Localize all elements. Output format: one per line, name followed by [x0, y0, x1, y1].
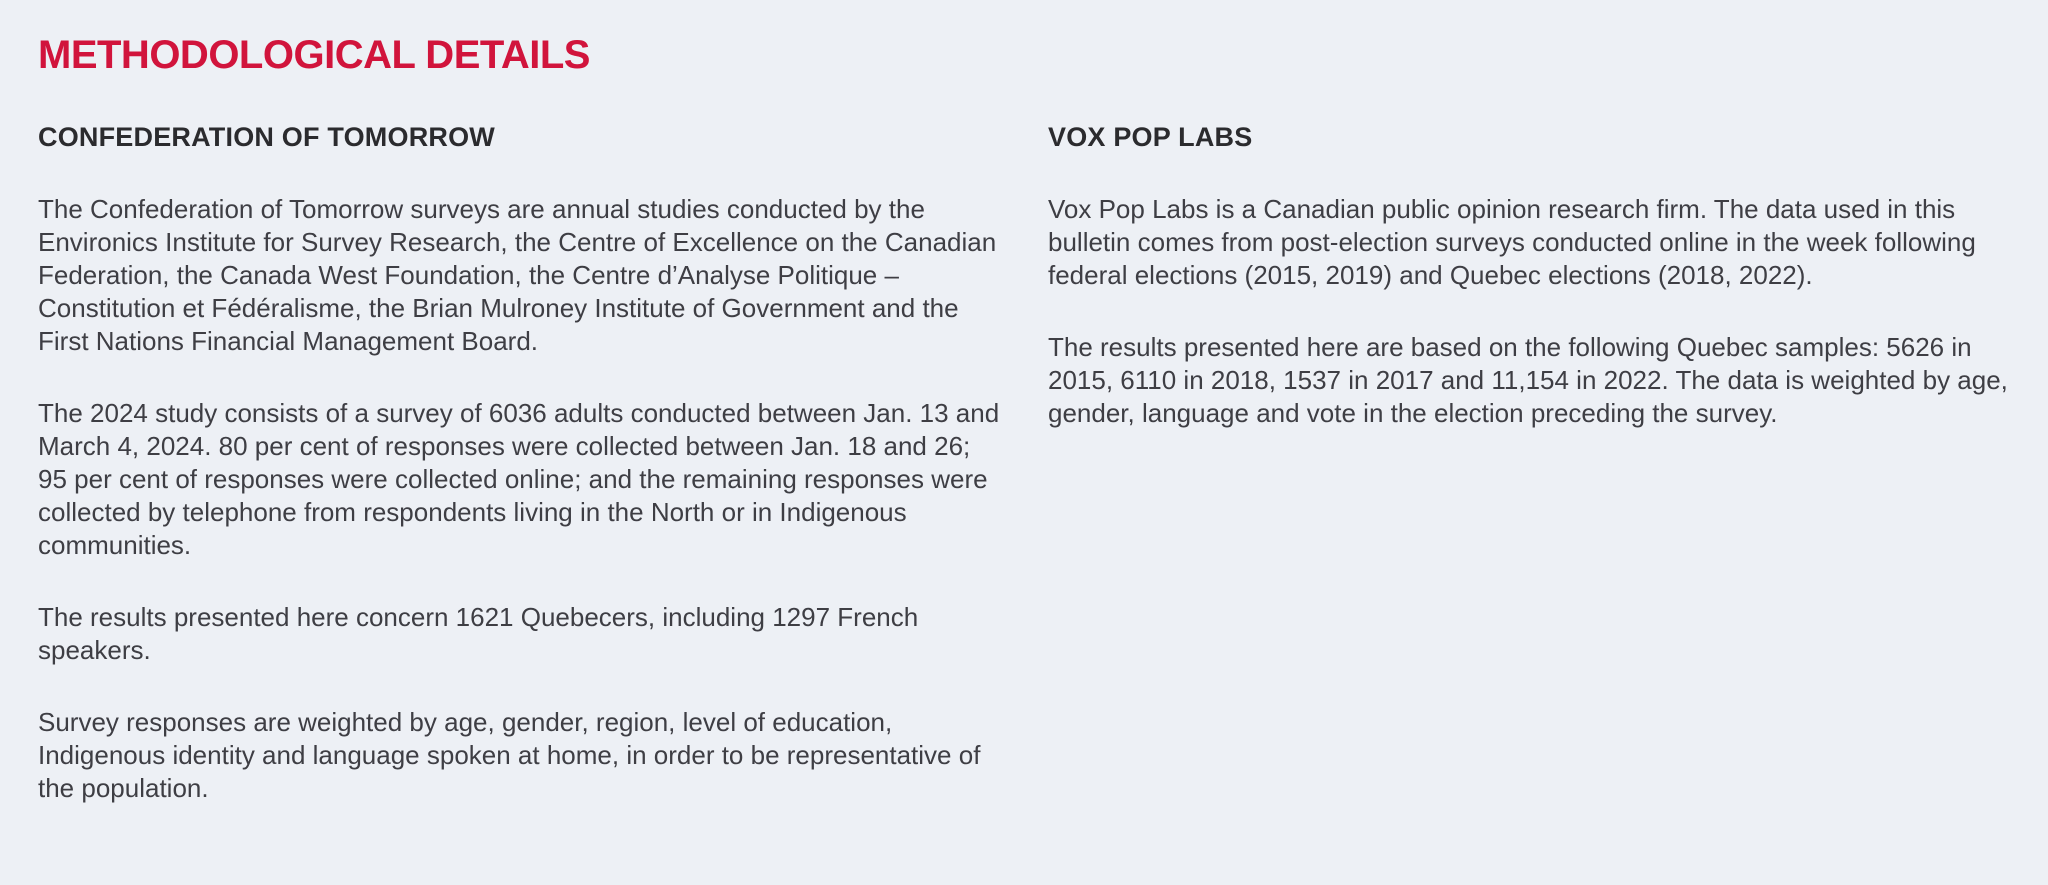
paragraph-vox-pop-description: Vox Pop Labs is a Canadian public opinion research firm. The data used in this bulletin comes from post-election surveys conducted online in the week following federal elections (2015, 2019) and Quebec elections (2018, 2022). [1048, 194, 1976, 290]
paragraph-confederation-partners: The Confederation of Tomorrow surveys are annual studies conducted by the Environics Institute for Survey Research, the Centre of Excellence on the Canadian Federation, the Canada West Foundation, the Centre d’Analyse Politique – Constitution et Fédéralisme, the Brian Mulroney Institute of Government and the First Nations Financial Management Board. [38, 194, 997, 356]
two-column-layout [38, 122, 2010, 805]
page-title: METHODOLOGICAL DETAILS [38, 33, 590, 77]
confederation-of-tomorrow-section [38, 122, 1000, 805]
paragraph-2024-study-details: The 2024 study consists of a survey of 6036 adults conducted between Jan. 13 and March 4, 2024. 80 per cent of responses were collected between Jan. 18 and 26; 95 per cent of responses were collected online; and the remaining responses were collected by telephone from respondents living in the North or in Indigenous communities. [38, 398, 1000, 560]
paragraph-quebec-sample: The results presented here concern 1621 Quebecers, including 1297 French speakers. [38, 602, 919, 665]
vox-pop-labs-section [1048, 122, 2010, 805]
paragraph-vox-pop-samples: The results presented here are based on the following Quebec samples: 5626 in 2015, 6110 in 2018, 1537 in 2017 and 11,154 in 2022. The data is weighted by age, gender, language and vote in the election preceding the survey. [1048, 332, 2008, 428]
section-heading-vox-pop-labs: VOX POP LABS [1048, 122, 1253, 152]
paragraph-weighting: Survey responses are weighted by age, gender, region, level of education, Indigenous identity and language spoken at home, in order to be representative of the population. [38, 707, 981, 803]
section-heading-confederation-of-tomorrow: CONFEDERATION OF TOMORROW [38, 122, 495, 152]
